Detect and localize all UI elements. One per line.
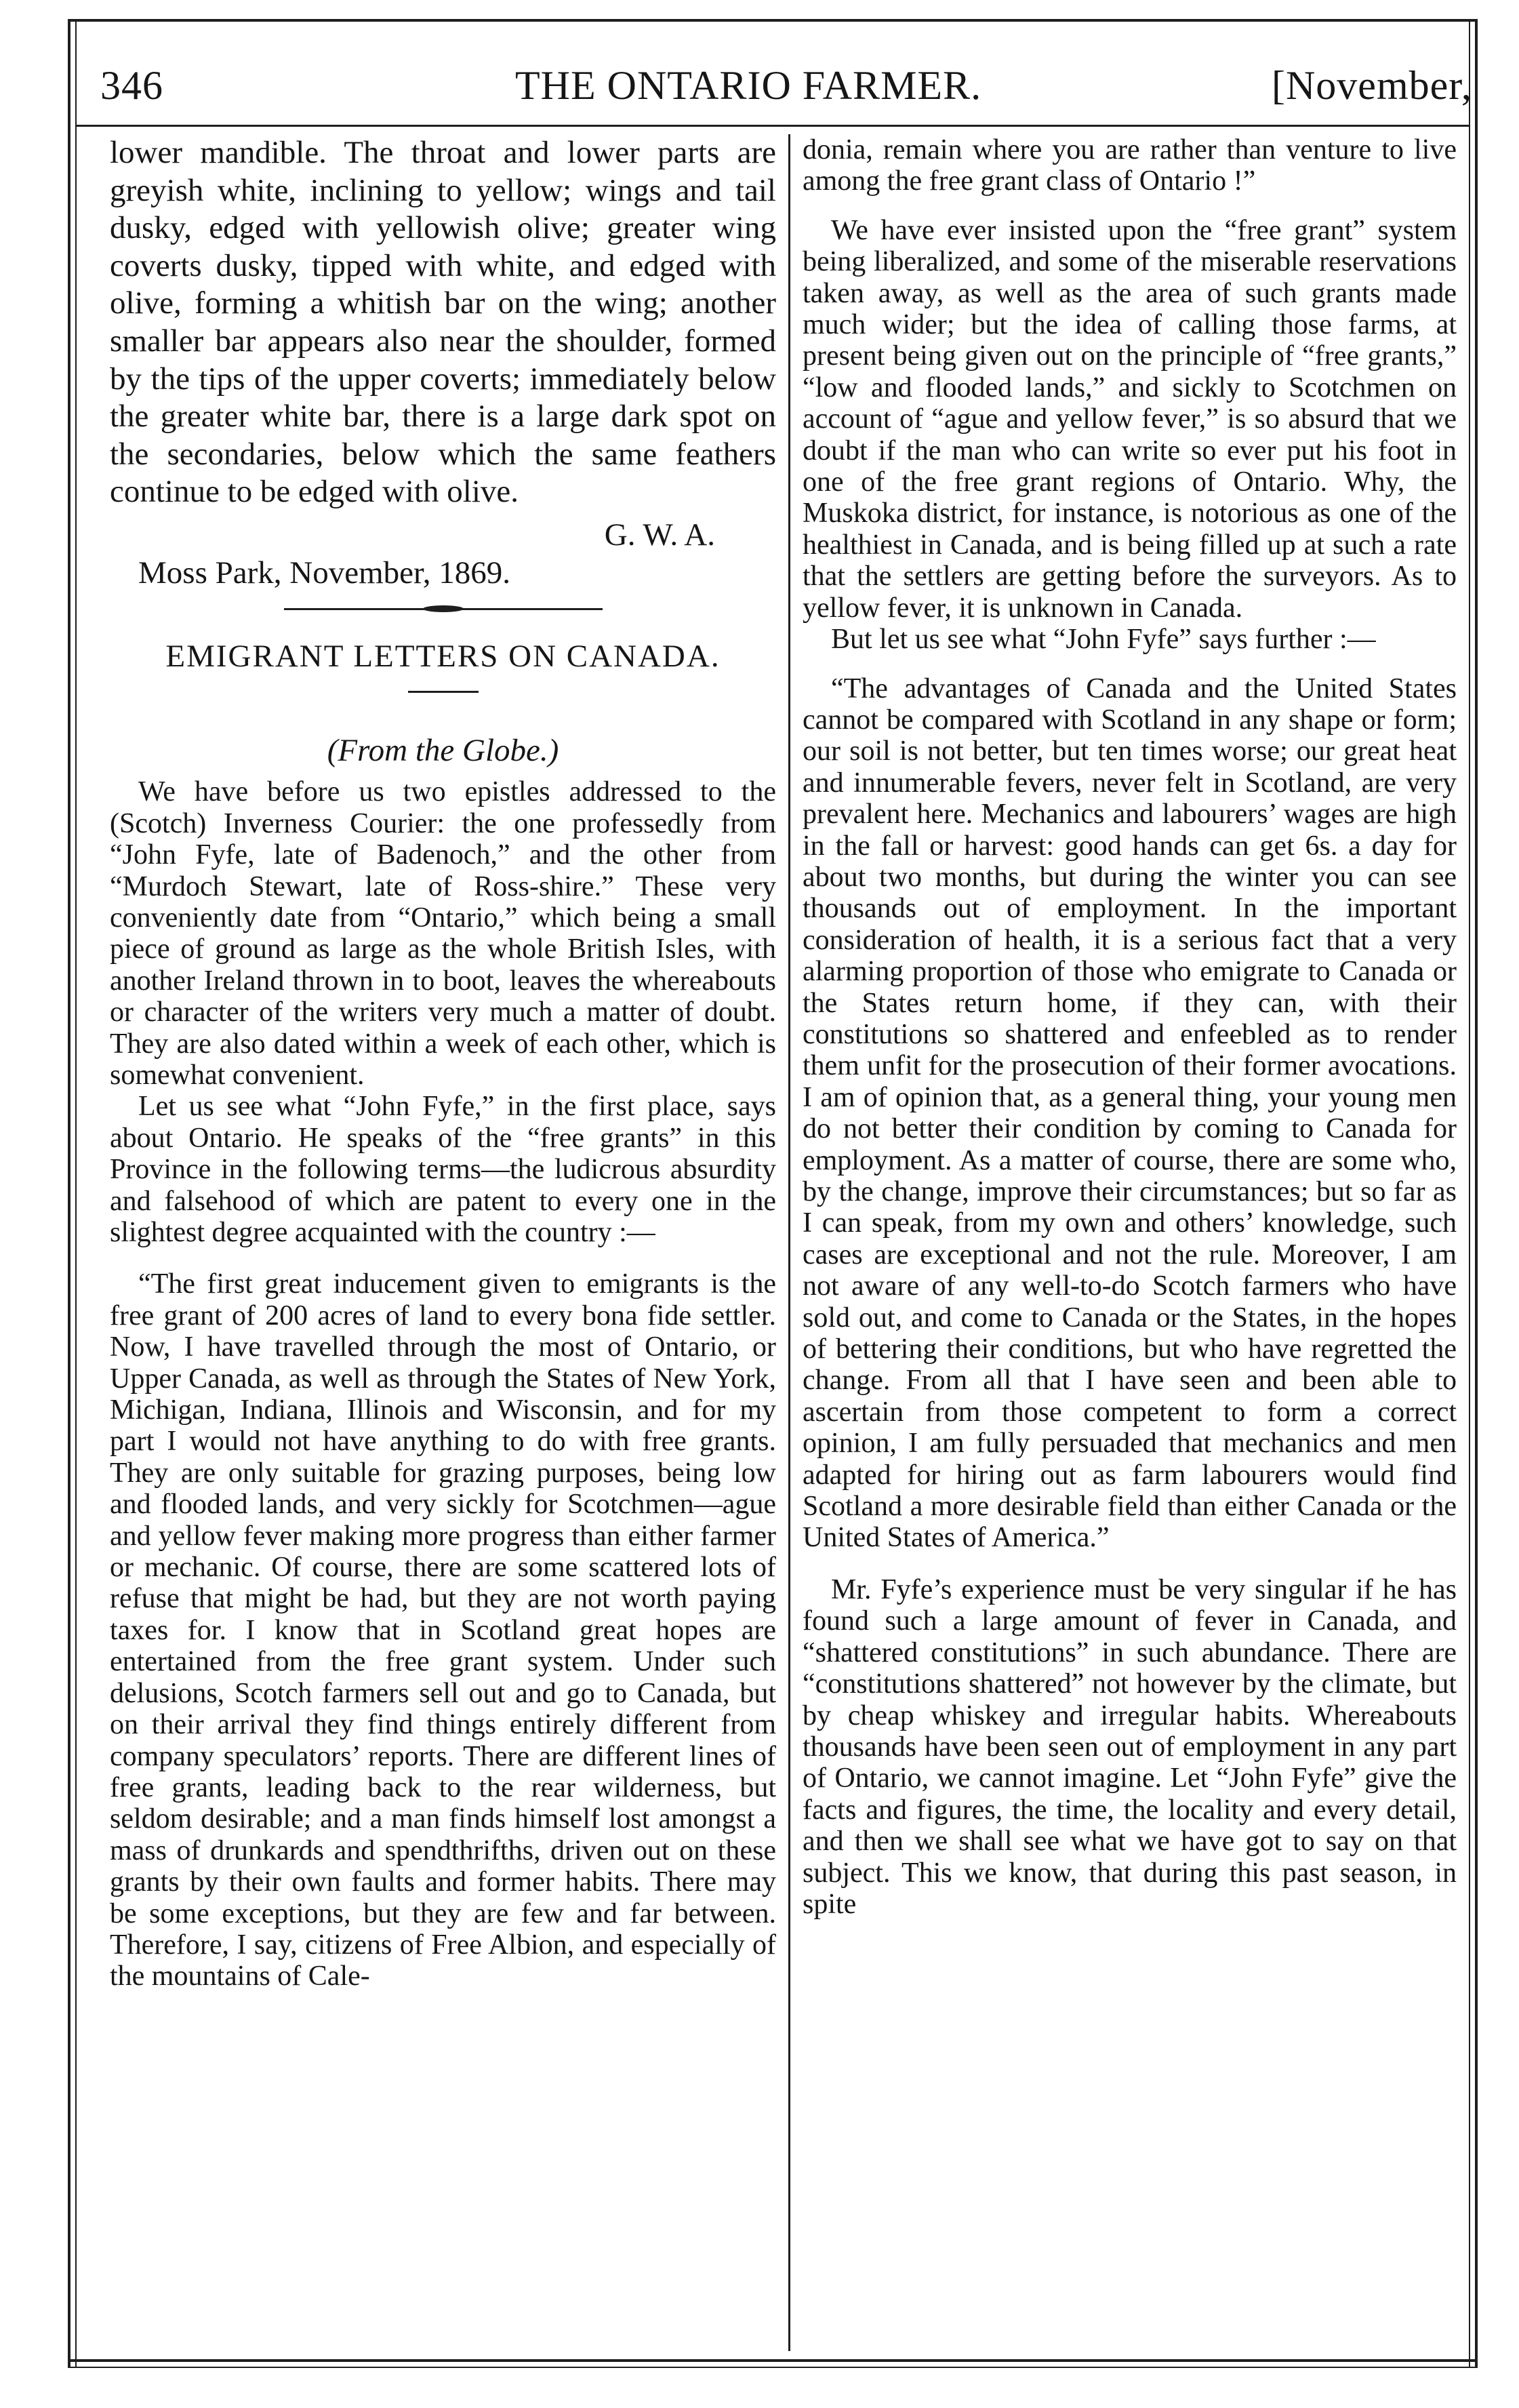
frame-left-rule-inner	[75, 19, 77, 2368]
author-signature: G. W. A.	[604, 517, 715, 553]
article-title: EMIGRANT LETTERS ON CANADA.	[165, 639, 721, 675]
article-paragraph: Let us see what “John Fyfe,” in the first place, says about Ontario. He speaks of the “free grants” in this Province in the following terms—the ludicrous absurdity and falsehood of which are patent to every one in the slightest degree acquainted with the country :—	[110, 1091, 776, 1248]
frame-left-rule	[68, 19, 70, 2368]
header-rule	[77, 125, 1469, 127]
article-paragraph: Mr. Fyfe’s experience must be very singular if he has found such a large amount of fever in Canada, and “shattered constitutions” in such abundance. There are “constitutions shattered” not however by the climate, but by cheap whiskey and irregular habits. Whereabouts thousands have been seen out of employment in any part of Ontario, we cannot imagine. Let “John Fyfe” give the facts and figures, the time, the locality and every detail, and then we shall see what we have got to say on that subject. This we know, that during this past season, in spite	[803, 1573, 1457, 1920]
place-date-line: Moss Park, November, 1869.	[138, 555, 511, 590]
column-divider	[788, 134, 790, 2351]
section-ornament	[284, 605, 603, 612]
running-month: [November,	[1272, 63, 1472, 108]
article-paragraph: We have ever insisted upon the “free grant” system being liberalized, and some of the miserable reservations taken away, as well as the area of such grants made much wider; but the idea of calling those farms, at present being given out on the principle of “free grants,” “low and flooded lands,” and sickly to Scotchmen on account of “ague and yellow fever,” is so absurd that we doubt if the man who can write so ever put his foot in one of the free grant regions of Ontario. Why, the Muskoka district, for instance, is notorious as one of the healthiest in Canada, and is being filled up at such a rate that the settlers are getting before the surveyors. As to yellow fever, it is unknown in Canada.	[803, 214, 1457, 624]
quoted-letter: “The first great inducement given to emigrants is the free grant of 200 acres of land to every bona fide settler. Now, I have travelled through the most of Ontario, or Upper Canada, as well as through the States of New York, Michigan, Indiana, Illinois and Wisconsin, and for my part I would not have anything to do with free grants. They are only suitable for grazing purposes, being low and flooded lands, and very sickly for Scotchmen—ague and yellow fever making more progress than either farmer or mechanic. Of course, there are some scattered lots of refuse that might be had, but they are not worth paying taxes for. I know that in Scotland great hopes are entertained from the free grant system. Under such delusions, Scotch farmers sell out and go to Canada, but on their arrival they find things entirely different from company speculators’ reports. There are different lines of free grants, leading back to the rear wilderness, but seldom desirable; and a man finds himself lost amongst a mass of drunkards and spendthrifths, driven out on these grants by their own faults and former habits. There may be some exceptions, but they are few and far between. Therefore, I say, citizens of Free Albion, and especially of the mountains of Cale-	[110, 1268, 776, 1992]
frame-bottom-rule-inner	[68, 2367, 1478, 2368]
frame-right-rule	[1475, 19, 1478, 2368]
title-separator	[408, 691, 479, 693]
bird-description-paragraph: lower mandible. The throat and lower parts are greyish white, inclining to yellow; wings and tail dusky, edged with yellowish olive; greater wing coverts dusky, tipped with white, and edged with olive, forming a whitish bar on the wing; another smaller bar appears also near the shoulder, formed by the tips of the upper coverts; immediately below the greater white bar, there is a large dark spot on the secondaries, below which the same feathers continue to be edged with olive.	[110, 135, 776, 510]
article-source: (From the Globe.)	[327, 732, 559, 768]
article-paragraph: We have before us two epistles addressed to the (Scotch) Inverness Courier: the one professedly from “John Fyfe, late of Badenoch,” and the other from “Murdoch Stewart, late of Ross-shire.” These very conveniently date from “Ontario,” which being a small piece of ground as large as the whole British Isles, with another Ireland thrown in to boot, leaves the whereabouts or character of the writers very much a matter of doubt. They are also dated within a week of each other, which is somewhat convenient.	[110, 776, 776, 1091]
right-column	[803, 134, 1457, 1920]
quoted-letter: “The advantages of Canada and the United States cannot be compared with Scotland in any shape or form; our soil is not better, but ten times worse; our great heat and innumerable fevers, never felt in Scotland, are very prevalent here. Mechanics and labourers’ wages are high in the fall or harvest: good hands can get 6s. a day for about two months, but during the winter you can see thousands out of employment. In the important consideration of health, it is a serious fact that a very alarming proportion of those who emigrate to Canada or the States return home, if they can, with their constitutions so shattered and enfeebled as to render them unfit for the prosecution of their former avocations. I am of opinion that, as a general thing, your young men do not better their condition by coming to Canada for employment. As a matter of course, there are some who, by the change, improve their circumstances; but so far as I can speak, from my own and others’ knowledge, such cases are exceptional and not the rule. Moreover, I am not aware of any well-to-do Scotch farmers who have sold out, and come to Canada or the States, in the hopes of bettering their conditions, but who have regretted the change. From all that I have seen and been able to ascertain from those competent to form a correct opinion, I am fully persuaded that mechanics and men adapted for hiring out as farm labourers would find Scotland a more desirable field than either Canada or the United States of America.”	[803, 673, 1457, 1554]
frame-right-rule-inner	[1469, 19, 1470, 2368]
running-title: THE ONTARIO FARMER.	[515, 63, 982, 108]
left-column	[110, 134, 776, 1992]
frame-top-rule	[68, 19, 1478, 22]
article-paragraph: But let us see what “John Fyfe” says further :—	[831, 624, 1376, 656]
page-number: 346	[100, 63, 163, 108]
quoted-letter-continued: donia, remain where you are rather than venture to live among the free grant class of Ontario !”	[803, 134, 1457, 197]
frame-bottom-rule	[68, 2359, 1478, 2362]
